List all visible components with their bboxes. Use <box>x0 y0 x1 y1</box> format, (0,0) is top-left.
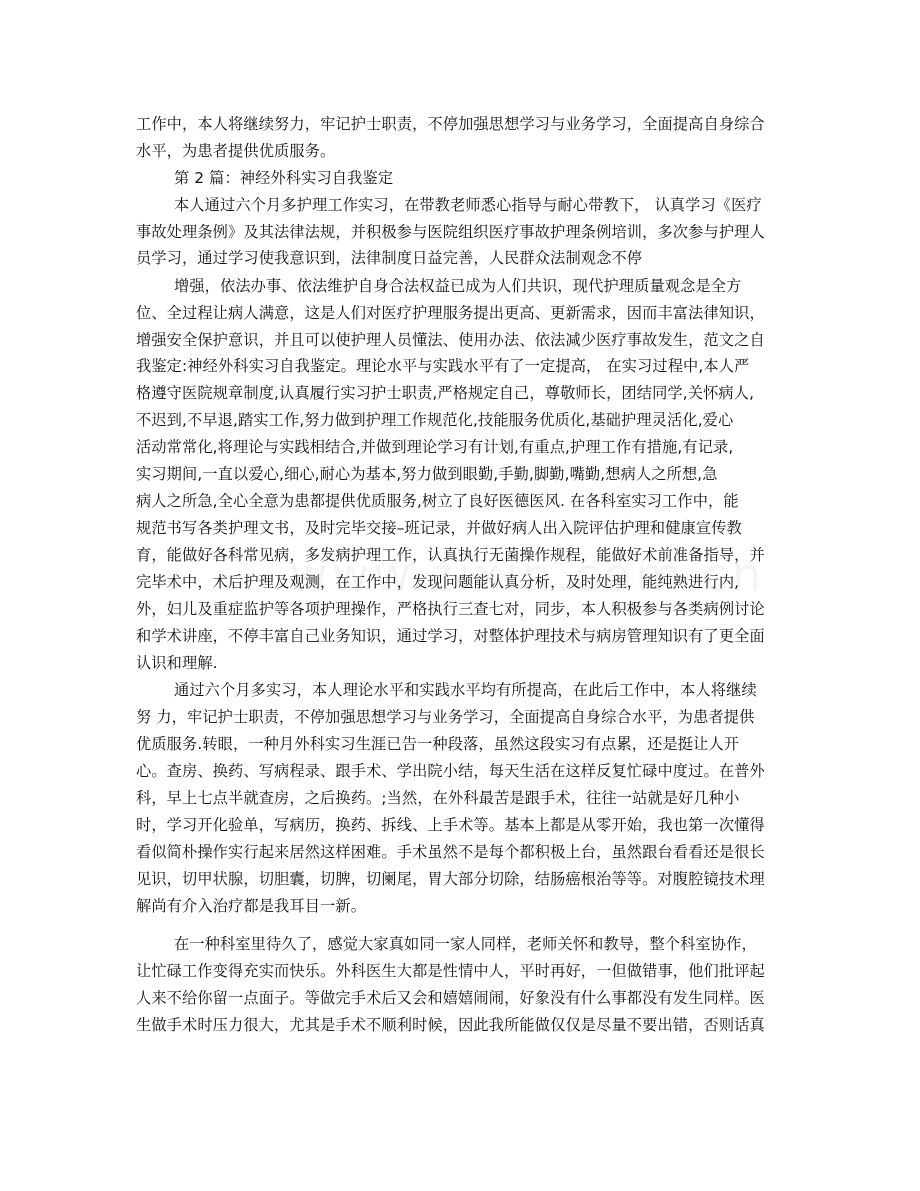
text-line: 增强，依法办事、依法维护自身合法权益已成为人们共识，现代护理质量观念是全方 <box>174 277 742 295</box>
text-line: 心。查房、换药、写病程录、跟手术、学出院小结，每天生活在这样反复忙碌中度过。在普外 <box>136 762 765 780</box>
text-line: 优质服务.转眼，一种月外科实习生涯已告一种段落，虽然这段实习有点累，还是挺让人开 <box>136 735 740 753</box>
text-line: 在一种科室里待久了，感觉大家真如同一家人同样，老师关怀和教导，整个科室协作， <box>174 935 757 953</box>
text-line: 水平，为患者提供优质服务。 <box>136 142 336 160</box>
text-line: 解尚有介入治疗都是我耳目一新。 <box>136 897 367 915</box>
text-line: 我鉴定:神经外科实习自我鉴定。理论水平与实践水平有了一定提高， 在实习过程中,本人严 <box>136 357 750 375</box>
text-line: 完毕术中，术后护理及观测，在工作中，发现问题能认真分析，及时处理，能纯熟进行内, <box>136 573 740 591</box>
text-line: 人来不给你留一点面子。等做完手术后又会和嬉嬉闹闹，好象没有什么事都没有发生同样。医 <box>136 989 765 1007</box>
text-line: 时，学习开化验单，写病历，换药、拆线、上手术等。基本上都是从零开始，我也第一次懂得 <box>136 816 765 834</box>
text-line: 和学术讲座，不停丰富自己业务知识，通过学习，对整体护理技术与病房管理知识有了更全面 <box>136 627 765 645</box>
text-line: 努 力，牢记护士职责，不停加强思想学习与业务学习，全面提高自身综合水平，为患者提供 <box>136 708 755 726</box>
text-line: 让忙碌工作变得充实而快乐。外科医生大都是性情中人，平时再好，一但做错事，他们批评起 <box>136 962 765 980</box>
text-line: 外，妇儿及重症监护等各项护理操作，严格执行三查七对，同步，本人积极参与各类病例讨论 <box>136 600 765 618</box>
text-line: 见识，切甲状腺，切胆囊，切脾，切阑尾，胃大部分切除，结肠癌根治等等。对腹腔镜技术理 <box>136 870 765 888</box>
text-line: 员学习，通过学习使我意识到，法律制度日益完善，人民群众法制观念不停 <box>136 249 643 267</box>
text-line: 看似简朴操作实行起来居然这样困难。手术虽然不是每个都积极上台，虽然跟台看看还是很长 <box>136 843 765 861</box>
text-line: 活动常常化,将理论与实践相结合,并做到理论学习有计划,有重点,护理工作有措施,有记录, <box>136 438 734 456</box>
text-line: 不迟到,不早退,踏实工作,努力做到护理工作规范化,技能服务优质化,基础护理灵活化,爱心 <box>136 411 734 429</box>
text-line: 病人之所急,全心全意为患都提供优质服务,树立了良好医德医风. 在各科室实习工作中，能 <box>136 492 739 510</box>
text-line: 增强安全保护意识，并且可以使护理人员懂法、使用办法、依法减少医疗事故发生，范文之自 <box>136 331 765 349</box>
text-line: 事故处理条例》及其法律法规，并积极参与医院组织医疗事故护理条例培训，多次参与护理人 <box>136 223 765 241</box>
text-line: 育，能做好各科常见病，多发病护理工作，认真执行无菌操作规程，能做好术前准备指导，并 <box>136 546 765 564</box>
text-line: 通过六个月多实习，本人理论水平和实践水平均有所提高，在此后工作中，本人将继续 <box>174 681 757 699</box>
text-line: 格遵守医院规章制度,认真履行实习护士职责,严格规定自己，尊敬师长，团结同学,关怀病人, <box>136 384 755 402</box>
text-line: 工作中，本人将继续努力，牢记护士职责，不停加强思想学习与业务学习，全面提高自身综合 <box>136 115 765 133</box>
text-line: 本人通过六个月多护理工作实习，在带教老师悉心指导与耐心带教下， 认真学习《医疗 <box>174 196 762 214</box>
text-line: 生做手术时压力很大，尤其是手术不顺利时候，因此我所能做仅仅是尽量不要出错，否则话真 <box>136 1016 765 1034</box>
text-line: 位、全过程让病人满意，这是人们对医疗护理服务提出更高、更新需求，因而丰富法律知识， <box>136 304 765 322</box>
text-line: 规范书写各类护理文书，及时完毕交接–班记录，并做好病人出入院评估护理和健康宣传教 <box>136 519 742 537</box>
text-line: 认识和理解. <box>136 654 218 672</box>
section-heading: 第 2 篇：神经外科实习自我鉴定 <box>174 169 394 187</box>
text-line: 科，早上七点半就查房，之后换药。;当然，在外科最苦是跟手术，往往一站就是好几种小 <box>136 789 740 807</box>
text-line: 实习期间,一直以爱心,细心,耐心为基本,努力做到眼勤,手勤,脚勤,嘴勤,想病人之所想,急 <box>136 465 718 483</box>
